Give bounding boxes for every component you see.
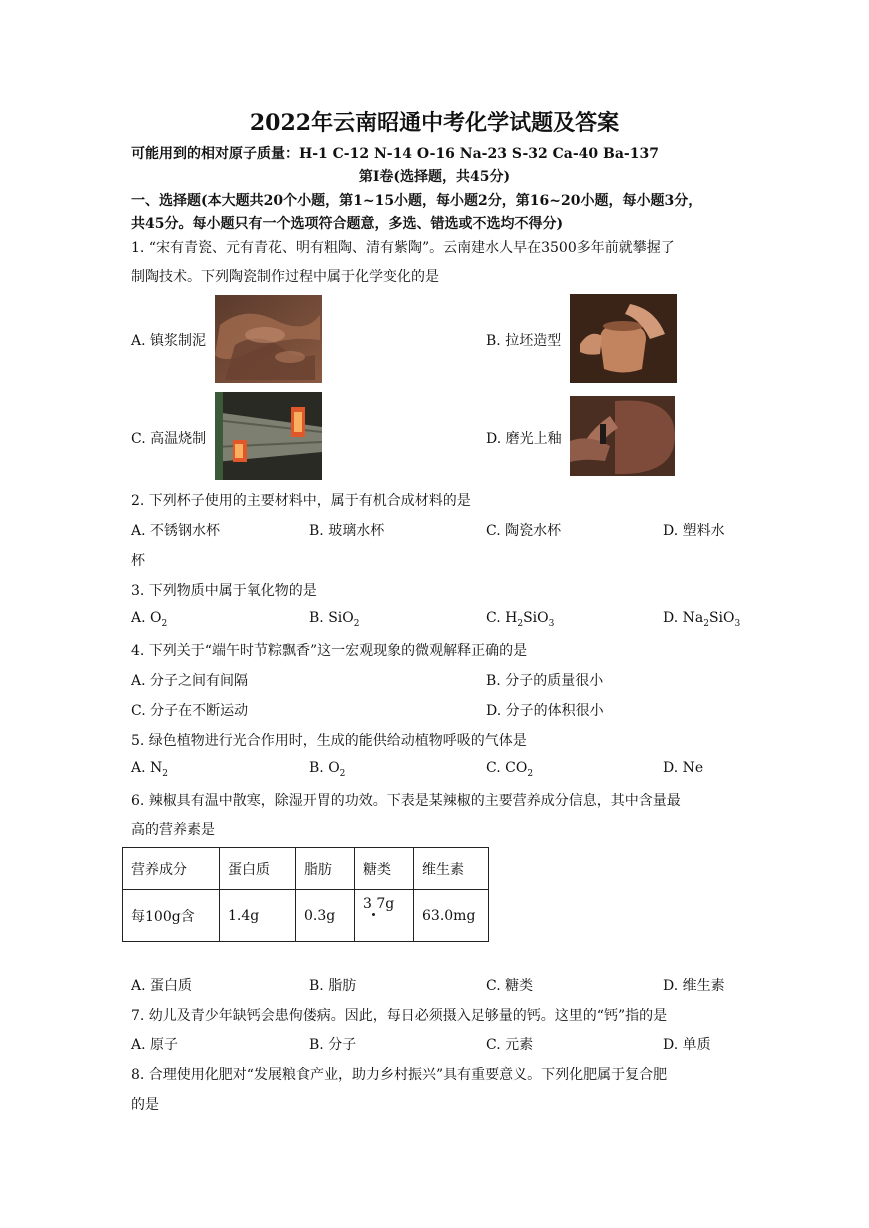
- q6-option-d: D. 维生素: [663, 978, 725, 994]
- q5-a-sub: 2: [162, 768, 168, 779]
- q3-option-a: [131, 610, 167, 629]
- q3-a-text: A. O: [131, 610, 162, 626]
- q2-option-d: D. 塑料水: [663, 523, 725, 539]
- section-heading-line2: 共45分。每小题只有一个选项符合题意，多选、错选或不选均不得分): [131, 216, 564, 232]
- q1-stem-line2: 制陶技术。下列陶瓷制作过程中属于化学变化的是: [131, 269, 439, 285]
- q3-option-c: [486, 610, 554, 629]
- volume-title: 第Ⅰ卷(选择题，共45分): [358, 169, 511, 185]
- q3-d-sub2: 3: [734, 618, 741, 629]
- q5-c-sub: 2: [527, 768, 534, 779]
- page-title: 2022年云南昭通中考化学试题及答案: [249, 110, 620, 136]
- q4-option-b: B. 分子的质量很小: [486, 673, 604, 689]
- q2-stem: 2. 下列杯子使用的主要材料中，属于有机合成材料的是: [131, 493, 471, 509]
- q7-option-d: D. 单质: [663, 1037, 711, 1053]
- q5-a-text: A. N: [131, 760, 163, 776]
- q5-b-text: B. O: [309, 760, 340, 776]
- q5-option-d: D. Ne: [663, 760, 704, 776]
- q4-stem: 4. 下列关于“端午时节粽飘香”这一宏观现象的微观解释正确的是: [131, 643, 528, 659]
- q3-d-text: D. Na: [663, 610, 704, 626]
- q3-d-sub1: 2: [703, 618, 709, 629]
- q6-stem-line2: 高的营养素是: [131, 822, 215, 838]
- q2-option-b: B. 玻璃水杯: [309, 523, 385, 539]
- q1-image-throwing-pot: [570, 294, 677, 383]
- q1-image-kiln-firing: [215, 392, 322, 480]
- q1-option-d: D. 磨光上釉: [486, 431, 562, 447]
- q3-c-text: C. H: [486, 610, 518, 626]
- table-cell: 63.0mg: [414, 890, 489, 942]
- q1-option-c: C. 高温烧制: [131, 431, 207, 447]
- nutrition-table-row: [123, 890, 489, 942]
- table-header-cell: 维生素: [414, 848, 489, 890]
- q5-option-c: [486, 760, 533, 779]
- table-cell: 每100g含: [123, 890, 220, 942]
- q1-image-kneading-clay: [215, 295, 322, 383]
- q2-option-c: C. 陶瓷水杯: [486, 523, 562, 539]
- table-cell: 0.3g: [296, 890, 355, 942]
- q4-option-d: D. 分子的体积很小: [486, 703, 604, 719]
- q2-option-d-wrap: 杯: [131, 553, 145, 569]
- q6-stem-line1: 6. 辣椒具有温中散寒，除湿开胃的功效。下表是某辣椒的主要营养成分信息，其中含量最: [131, 793, 681, 809]
- q5-c-text: C. CO: [486, 760, 528, 776]
- q6-option-b: B. 脂肪: [309, 978, 357, 994]
- q6-option-c: C. 糖类: [486, 978, 534, 994]
- q8-stem-line1: 8. 合理使用化肥对“发展粮食产业，助力乡村振兴”具有重要意义。下列化肥属于复合肥: [131, 1067, 668, 1083]
- q3-c-mid: SiO: [523, 610, 549, 626]
- q3-stem: 3. 下列物质中属于氧化物的是: [131, 583, 317, 599]
- q7-stem: 7. 幼儿及青少年缺钙会患佝偻病。因此，每日必须摄入足够量的钙。这里的“钙”指的是: [131, 1008, 668, 1024]
- nutrition-table-header: [123, 848, 489, 890]
- q4-option-a: A. 分子之间有间隔: [131, 673, 249, 689]
- q3-b-sub: 2: [353, 618, 360, 629]
- q8-stem-line2: 的是: [131, 1097, 159, 1113]
- table-cell: 3 7g: [355, 890, 414, 942]
- q7-option-a: A. 原子: [131, 1037, 179, 1053]
- q5-option-a: [131, 760, 168, 779]
- q7-option-b: B. 分子: [309, 1037, 357, 1053]
- q5-b-sub: 2: [339, 768, 346, 779]
- q1-option-b: B. 拉坯造型: [486, 333, 562, 349]
- atomic-masses: 可能用到的相对原子质量：H-1 C-12 N-14 O-16 Na-23 S-32 Ca-40 Ba-137: [131, 146, 659, 162]
- q3-c-sub2: 3: [548, 618, 555, 629]
- table-header-cell: 蛋白质: [220, 848, 296, 890]
- table-header-cell: 营养成分: [123, 848, 220, 890]
- q3-c-sub1: 2: [517, 618, 524, 629]
- q7-option-c: C. 元素: [486, 1037, 534, 1053]
- q2-option-a: A. 不锈钢水杯: [131, 523, 221, 539]
- q1-image-polishing-glaze: [570, 396, 675, 476]
- q3-b-text: B. SiO: [309, 610, 354, 626]
- section-heading-line1: 一、选择题(本大题共20个小题，第1~15小题，每小题2分，第16~20小题，每小题3分，: [131, 193, 703, 209]
- q6-option-a: A. 蛋白质: [131, 978, 193, 994]
- table-cell: 1.4g: [220, 890, 296, 942]
- table-header-cell: 糖类: [355, 848, 414, 890]
- decimal-dot: [372, 913, 375, 916]
- q3-option-b: [309, 610, 359, 629]
- q1-stem-line1: 1. “宋有青瓷、元有青花、明有粗陶、清有紫陶”。云南建水人早在3500多年前就攀握了: [131, 240, 675, 256]
- q1-option-a: A. 镇浆制泥: [131, 333, 207, 349]
- q3-d-mid: SiO: [708, 610, 735, 626]
- q4-option-c: C. 分子在不断运动: [131, 703, 249, 719]
- q3-option-d: [663, 610, 740, 629]
- q3-a-sub: 2: [161, 618, 168, 629]
- q5-stem: 5. 绿色植物进行光合作用时，生成的能供给动植物呼吸的气体是: [131, 733, 527, 749]
- table-header-cell: 脂肪: [296, 848, 355, 890]
- q5-option-b: [309, 760, 345, 779]
- nutrition-table: [122, 847, 489, 942]
